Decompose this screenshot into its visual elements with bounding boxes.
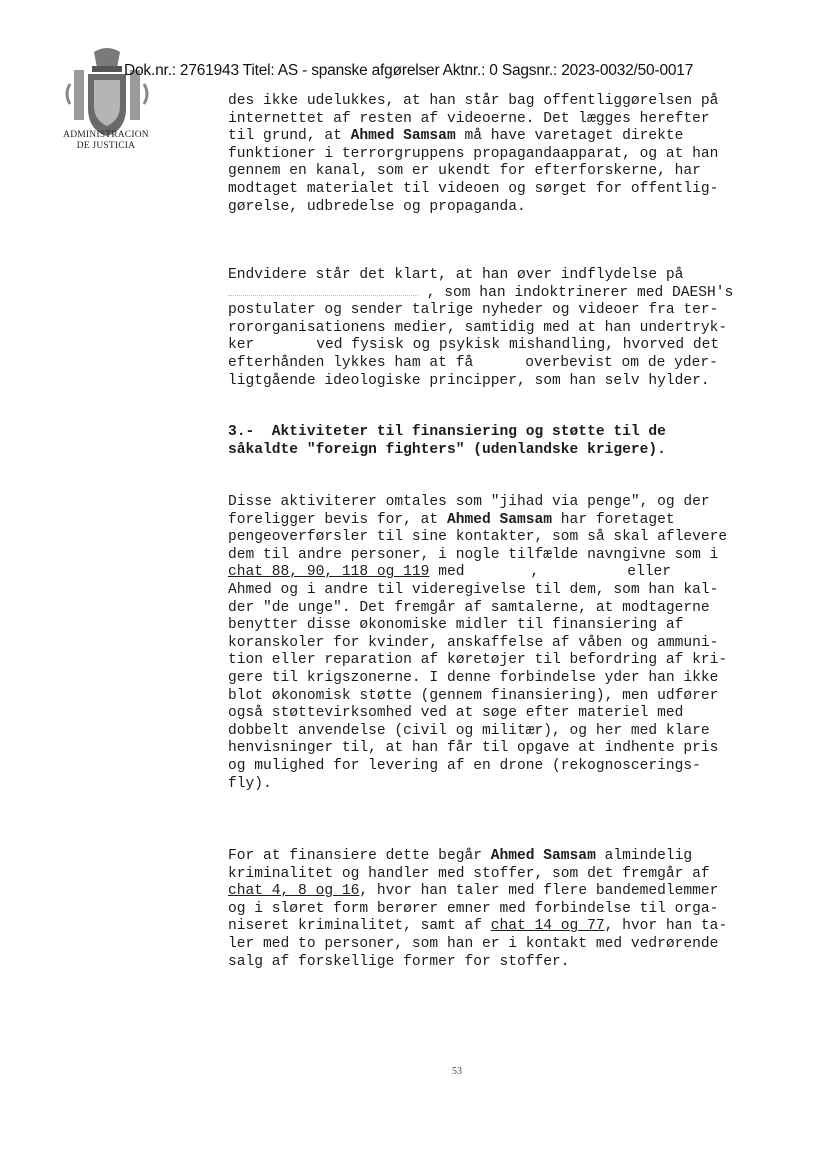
chat-reference: chat 88, 90, 118 og 119 <box>228 564 430 581</box>
chat-reference: chat 14 og 77 <box>490 918 605 935</box>
section-heading-3: 3.- Aktiviteter til finansiering og støtte til de såkaldte "foreign fighters" (udenlandske krigere). <box>228 424 666 458</box>
document-header: Dok.nr.: 2761943 Titel: AS - spanske afgørelser Aktnr.: 0 Sagsnr.: 2023-0032/50-0017 <box>124 62 694 79</box>
person-name: Ahmed Samsam <box>446 511 553 528</box>
paragraph-3: Disse aktiviterer omtales som "jihad via penge", og der foreligger bevis for, at Ahmed Samsam har foretaget pengeoverførsler til sine kontakter, som så skal aflevere dem til andre personer, i nogle tilfælde navngivne som i chat 88, 90, 118 og 119 med , eller Ahmed og i andre til videregivelse til dem, som han kal- der "de unge". Det fremgår af samtalerne, at modtagerne benytter disse økonomiske midler til finansiering af koranskoler for kvinder, anskaffelse af våben og ammuni- tion eller reparation af køretøjer til befordring af kri- gere til krigszonerne. I denne forbindelse yder han ikke blot økonomisk støtte (gennem finansiering), men udfører også støttevirksomhed ved at søge efter materiel med dobbelt anvendelse (civil og militær), og her med klare henvisninger til, at han får til opgave at indhente pris og mulighed for levering af en drone (rekognoscerings- fly). <box>228 494 728 792</box>
paragraph-2: Endvidere står det klart, at han øver indflydelse på , som han indoktrinerer med DAESH's postulater og sender talrige nyheder og videoer fra ter- rororganisationens medier, samtidig med at han undertryk- ker ved fysisk og psykisk mishandling, hvorved det efterhånden lykkes ham at få overbevist om de yder- ligtgående ideologiske principper, som han selv hylder. <box>228 267 734 389</box>
logo-caption: ADMINISTRACION DE JUSTICIA <box>63 130 149 151</box>
person-name: Ahmed Samsam <box>350 128 456 145</box>
page-number: 53 <box>452 1066 462 1077</box>
chat-reference: chat 4, 8 og 16 <box>228 883 360 900</box>
paragraph-1: des ikke udelukkes, at han står bag offentliggørelsen på internettet af resten af videoerne. Det lægges herefter til grund, at Ahmed Samsam må have varetaget direkte funktioner i terrorgruppens propagandaapparat, og at han gennem en kanal, som er ukendt for efterforskerne, har modtaget materialet til videoen og sørget for offentlig- gørelse, udbredelse og propaganda. <box>228 93 719 215</box>
paragraph-4: For at finansiere dette begår Ahmed Samsam almindelig kriminalitet og handler med stoffer, som det fremgår af chat 4, 8 og 16, hvor han taler med flere bandemedlemmer og i sløret form berører emner med forbindelse til orga- niseret kriminalitet, samt af chat 14 og 77, hvor han ta- ler med to personer, som han er i kontakt med vedrørende salg af forskellige former for stoffer. <box>228 848 728 970</box>
redaction-mark <box>228 287 418 296</box>
person-name: Ahmed Samsam <box>490 848 596 864</box>
